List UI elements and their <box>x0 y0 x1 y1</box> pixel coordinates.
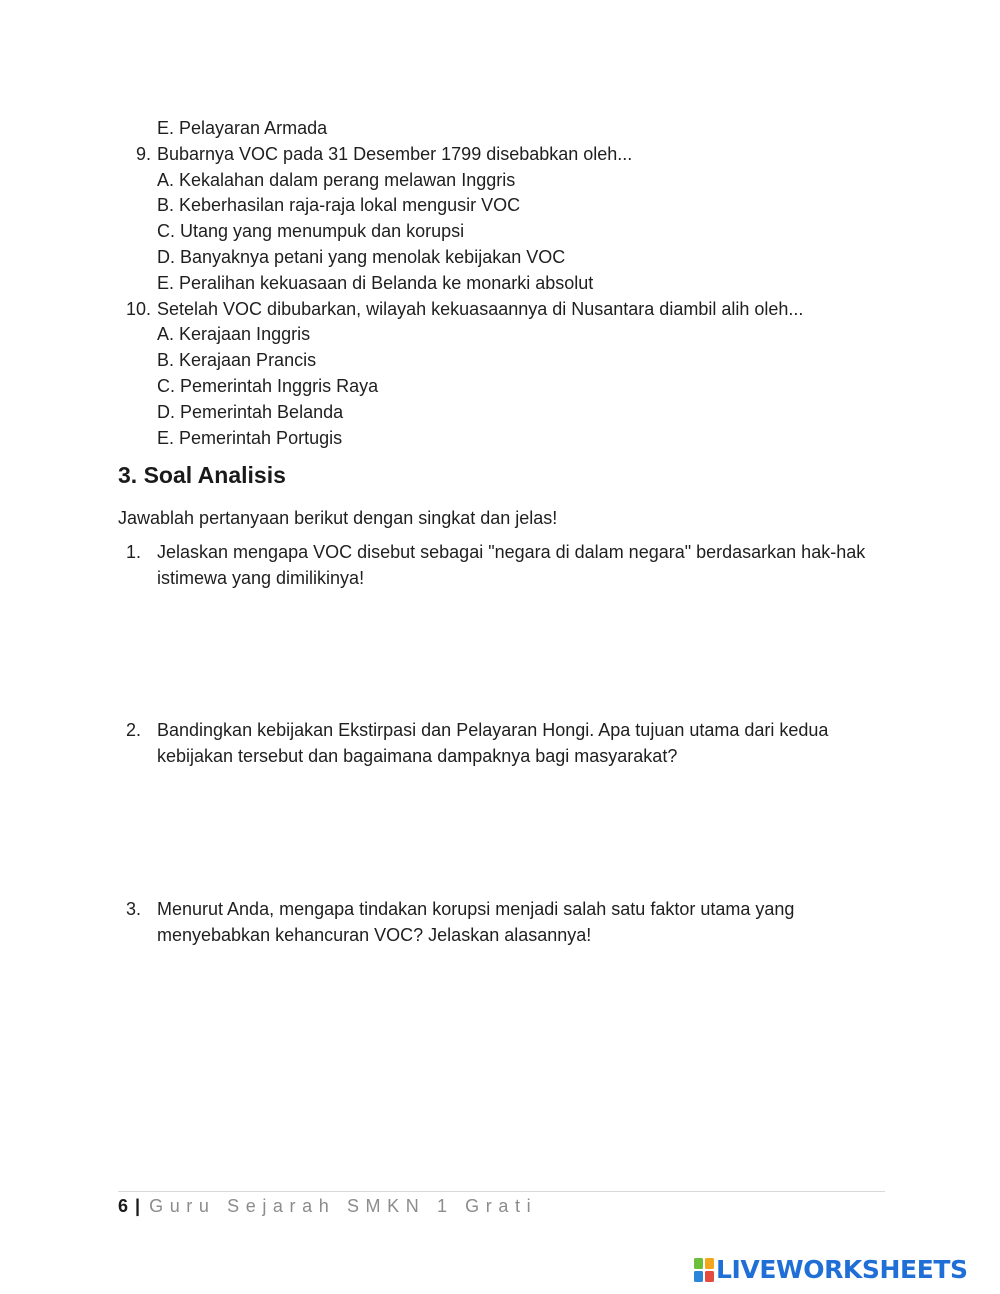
q9-option-d: D. Banyaknya petani yang menolak kebijakan VOC <box>157 246 566 267</box>
question-9-text: Bubarnya VOC pada 31 Desember 1799 disebabkan oleh... <box>157 143 633 164</box>
liveworksheets-logo-icon <box>694 1258 714 1282</box>
essay-question-1-number: 1. <box>126 542 142 562</box>
essay-question-1 <box>118 539 888 591</box>
q9-option-e: E. Peralihan kekuasaan di Belanda ke monarki absolut <box>157 272 594 293</box>
essay-question-2-text: Bandingkan kebijakan Ekstirpasi dan Pelayaran Hongi. Apa tujuan utama dari kedua kebijakan tersebut dan bagaimana dampaknya bagi masyarakat? <box>157 720 829 766</box>
essay-question-3 <box>118 896 888 948</box>
page-footer <box>118 1195 537 1217</box>
essay-question-2-number: 2. <box>126 720 142 740</box>
q10-option-e: E. Pemerintah Portugis <box>157 427 343 448</box>
q9-option-c: C. Utang yang menumpuk dan korupsi <box>157 221 465 242</box>
q9-option-a: A. Kekalahan dalam perang melawan Inggris <box>157 169 516 190</box>
q10-option-a: A. Kerajaan Inggris <box>157 324 311 345</box>
section-title: 3. Soal Analisis <box>118 462 286 488</box>
liveworksheets-logo-text: LIVEWORKSHEETS <box>716 1255 968 1284</box>
q10-option-b: B. Kerajaan Prancis <box>157 350 317 371</box>
question-10-number: 10. <box>125 298 151 319</box>
q8-option-e: E. Pelayaran Armada <box>157 118 328 138</box>
footer-school-name: Guru Sejarah SMKN 1 Grati <box>149 1196 538 1216</box>
question-10-text: Setelah VOC dibubarkan, wilayah kekuasaannya di Nusantara diambil alih oleh... <box>157 298 804 319</box>
question-9-number: 9. <box>135 143 151 164</box>
page-number: 6 <box>118 1196 129 1216</box>
q10-option-c: C. Pemerintah Inggris Raya <box>157 375 379 396</box>
essay-question-3-text: Menurut Anda, mengapa tindakan korupsi menjadi salah satu faktor utama yang menyebabkan kehancuran VOC? Jelaskan alasannya! <box>157 899 795 945</box>
liveworksheets-logo[interactable] <box>694 1255 968 1285</box>
essay-question-1-text: Jelaskan mengapa VOC disebut sebagai "negara di dalam negara" berdasarkan hak-hak istimewa yang dimilikinya! <box>157 542 866 588</box>
q9-option-b: B. Keberhasilan raja-raja lokal mengusir VOC <box>157 195 521 216</box>
q10-option-d: D. Pemerintah Belanda <box>157 401 344 422</box>
footer-divider <box>118 1191 885 1192</box>
question-10 <box>118 297 888 323</box>
instruction-text: Jawablah pertanyaan berikut dengan singkat dan jelas! <box>118 508 558 528</box>
essay-question-2 <box>118 717 888 769</box>
multiple-choice-list <box>118 116 888 451</box>
essay-question-3-number: 3. <box>126 899 142 919</box>
footer-separator: | <box>135 1196 141 1216</box>
question-9 <box>118 142 888 168</box>
